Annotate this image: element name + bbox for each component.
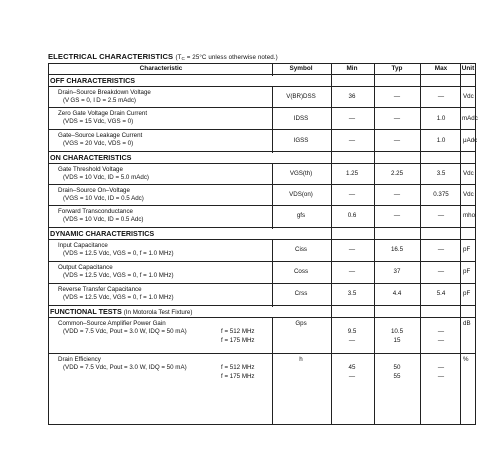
col-characteristic: Characteristic xyxy=(139,65,183,72)
row-drain-efficiency xyxy=(49,354,475,389)
row-typ: — xyxy=(393,137,401,144)
rule xyxy=(49,227,475,228)
row-power-gain xyxy=(49,318,475,353)
row-condition: (VDS = 12.5 Vdc, VGS = 0, f = 1.0 MHz) xyxy=(63,294,174,301)
row-min: — xyxy=(348,137,356,144)
row-name: Output Capacitance xyxy=(58,264,113,271)
row-symbol: V(BR)DSS xyxy=(286,93,316,100)
section-functional xyxy=(50,307,276,317)
row-symbol: h xyxy=(299,356,303,363)
section-off: OFF CHARACTERISTICS xyxy=(50,76,276,86)
row-condition: (VDS = 12.5 Vdc, VGS = 0, f = 1.0 MHz) xyxy=(63,250,174,257)
row-name: Drain–Source On–Voltage xyxy=(58,187,130,194)
table-title xyxy=(48,52,278,61)
row-typ: — xyxy=(393,212,401,219)
row-min-1: 9.5 xyxy=(347,328,357,335)
row-condition: (VDS = 12.5 Vdc, VGS = 0, f = 1.0 MHz) xyxy=(63,272,174,279)
row-condition: (VGS = 10 Vdc, ID = 0.5 Adc) xyxy=(63,195,144,202)
row-typ: — xyxy=(393,115,401,122)
row-symbol: Coss xyxy=(293,268,309,275)
row-max: — xyxy=(437,268,445,275)
row-typ-1: 10.5 xyxy=(390,328,404,335)
row-zero-gate-current xyxy=(49,108,478,129)
row-symbol: gfs xyxy=(296,212,306,219)
row-max: 1.0 xyxy=(436,137,446,144)
row-unit: Vdc xyxy=(463,191,474,198)
row-frequency-1: f = 512 MHz xyxy=(221,328,255,335)
row-unit: mho xyxy=(463,212,476,219)
section-on: ON CHARACTERISTICS xyxy=(50,153,276,163)
row-max-1: — xyxy=(437,328,445,335)
row-max: — xyxy=(437,212,445,219)
row-typ: 16.5 xyxy=(390,246,404,253)
row-name: Forward Transconductance xyxy=(58,208,133,215)
row-max: — xyxy=(437,246,445,253)
section-functional-note: (In Motorola Test Fixture) xyxy=(123,309,193,316)
row-symbol: Crss xyxy=(294,290,308,297)
row-drain-source-on-voltage xyxy=(49,185,475,205)
col-max: Max xyxy=(434,65,448,72)
row-unit: μAdc xyxy=(463,137,478,144)
row-typ: 4.4 xyxy=(392,290,402,297)
row-min: 1.25 xyxy=(345,170,359,177)
row-name: Gate–Source Leakage Current xyxy=(58,132,143,139)
section-dynamic: DYNAMIC CHARACTERISTICS xyxy=(50,229,276,239)
row-condition: (VDD = 7.5 Vdc, Pout = 3.0 W, IDQ = 50 mA) xyxy=(63,364,187,371)
cond-part-1: (T xyxy=(175,54,182,61)
row-forward-transconductance xyxy=(49,206,475,227)
row-name: Drain Efficiency xyxy=(58,356,101,363)
row-frequency-2: f = 175 MHz xyxy=(221,373,255,380)
row-min-2: — xyxy=(348,373,356,380)
col-typ: Typ xyxy=(391,65,403,72)
row-typ-2: 55 xyxy=(393,373,401,380)
row-symbol: VGS(th) xyxy=(289,170,313,177)
row-unit: pF xyxy=(463,246,471,253)
col-min: Min xyxy=(346,65,358,72)
row-max-2: — xyxy=(437,373,445,380)
row-breakdown-voltage xyxy=(49,87,475,107)
row-min: — xyxy=(348,246,356,253)
row-condition: (VGS = 20 Vdc, VDS = 0) xyxy=(63,140,134,147)
row-typ: — xyxy=(393,191,401,198)
row-typ: 2.25 xyxy=(390,170,404,177)
row-name: Reverse Transfer Capacitance xyxy=(58,286,142,293)
row-symbol: VDS(on) xyxy=(289,191,313,198)
row-max-1: — xyxy=(437,364,445,371)
row-typ: 37 xyxy=(393,268,401,275)
row-symbol: Ciss xyxy=(294,246,308,253)
row-unit: Vdc xyxy=(463,170,474,177)
row-name: Zero Gate Voltage Drain Current xyxy=(58,110,148,117)
rule xyxy=(49,151,475,152)
row-name: Gate Threshold Voltage xyxy=(58,166,123,173)
row-unit: mAdc xyxy=(462,115,478,122)
cond-part-sub: C xyxy=(181,56,185,61)
row-min: 36 xyxy=(348,93,356,100)
row-reverse-transfer-capacitance xyxy=(49,284,475,305)
rule xyxy=(49,305,475,306)
row-min-2: — xyxy=(348,337,356,344)
row-name: Common–Source Amplifier Power Gain xyxy=(58,320,166,327)
rule xyxy=(49,74,475,75)
row-unit: dB xyxy=(463,320,471,327)
row-max: — xyxy=(437,93,445,100)
title-text: ELECTRICAL CHARACTERISTICS xyxy=(48,52,174,61)
col-unit: Unit xyxy=(461,65,475,72)
row-max: 1.0 xyxy=(436,115,446,122)
row-max-2: — xyxy=(437,337,445,344)
row-min: 3.5 xyxy=(347,290,357,297)
row-min: — xyxy=(348,191,356,198)
row-min: — xyxy=(348,268,356,275)
row-output-capacitance xyxy=(49,262,475,283)
col-symbol: Symbol xyxy=(289,65,313,72)
row-symbol: IGSS xyxy=(293,137,309,144)
row-unit: Vdc xyxy=(463,93,474,100)
row-condition: (VDS = 15 Vdc, VGS = 0) xyxy=(63,118,134,125)
row-min: — xyxy=(348,115,356,122)
row-condition: (V GS = 0, I D = 2.5 mAdc) xyxy=(63,97,136,104)
row-max: 5.4 xyxy=(436,290,446,297)
row-name: Input Capacitance xyxy=(58,242,108,249)
row-condition: (VDS = 10 Vdc, ID = 0.5 Adc) xyxy=(63,216,144,223)
row-typ-1: 50 xyxy=(393,364,401,371)
row-frequency-1: f = 512 MHz xyxy=(221,364,255,371)
electrical-characteristics-table xyxy=(48,63,476,425)
row-condition: (VDS = 10 Vdc, ID = 5.0 mAdc) xyxy=(63,174,149,181)
row-max: 3.5 xyxy=(436,170,446,177)
row-input-capacitance xyxy=(49,240,475,261)
row-unit: pF xyxy=(463,290,471,297)
row-unit: % xyxy=(463,356,469,363)
row-min: 0.6 xyxy=(347,212,357,219)
row-gate-threshold xyxy=(49,164,475,184)
row-typ: — xyxy=(393,93,401,100)
cond-part-2: = 25°C unless otherwise noted.) xyxy=(184,54,278,61)
row-name: Drain–Source Breakdown Voltage xyxy=(58,89,151,96)
row-frequency-2: f = 175 MHz xyxy=(221,337,255,344)
row-unit: pF xyxy=(463,268,471,275)
section-functional-title: FUNCTIONAL TESTS xyxy=(50,307,122,316)
title-condition xyxy=(175,54,277,61)
row-gate-leakage xyxy=(49,130,478,151)
row-symbol: Gps xyxy=(295,320,307,327)
row-condition: (VDD = 7.5 Vdc, Pout = 3.0 W, IDQ = 50 mA) xyxy=(63,328,187,335)
row-min-1: 45 xyxy=(348,364,356,371)
row-max: 0.375 xyxy=(433,191,449,198)
row-typ-2: 15 xyxy=(393,337,401,344)
row-symbol: IDSS xyxy=(293,115,309,122)
